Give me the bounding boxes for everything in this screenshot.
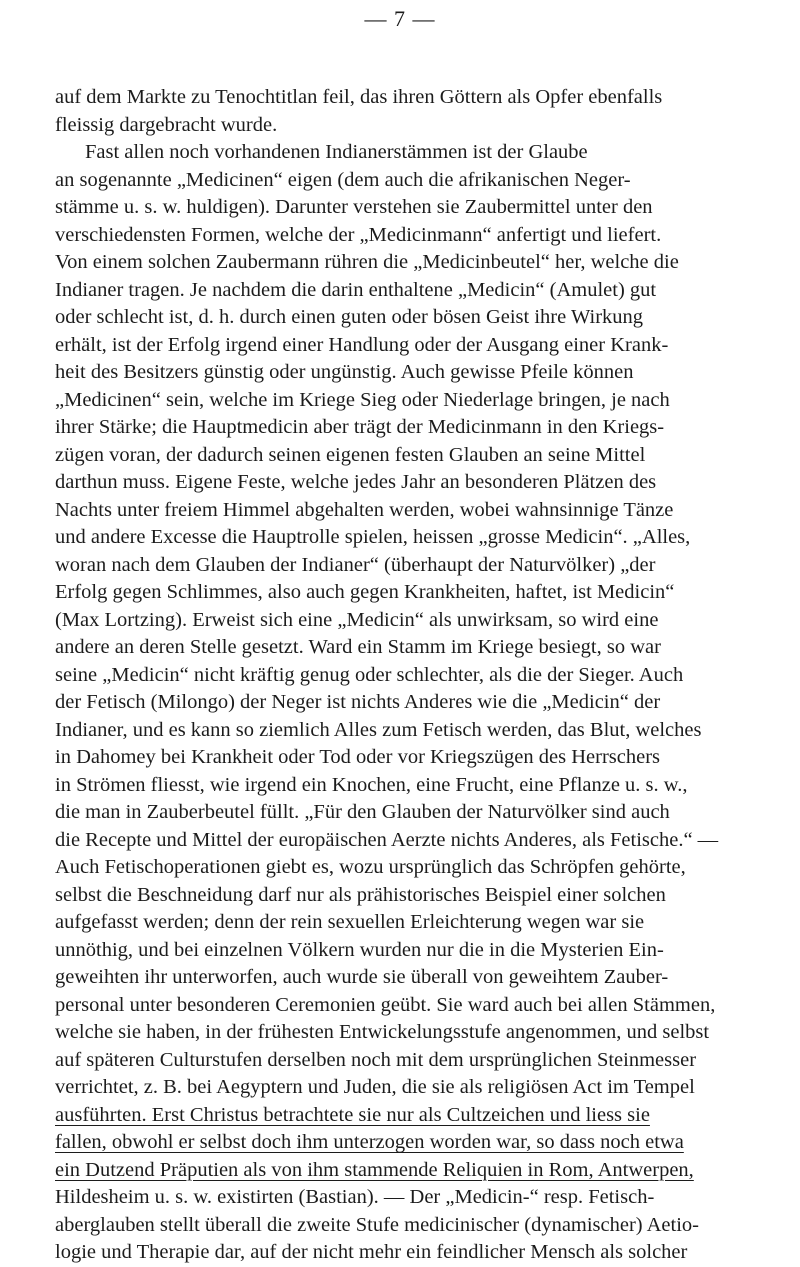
text-line: Indianer, und es kann so ziemlich Alles zum Fetisch werden, das Blut, welches: [55, 718, 702, 741]
text-line: verrichtet, z. B. bei Aegyptern und Juden, die sie als religiösen Act im Tempel: [55, 1076, 695, 1098]
text-line: fleissig dargebracht wurde.: [55, 113, 278, 136]
text-line: (Max Lortzing). Erweist sich eine „Medicin“ als unwirksam, so wird eine: [55, 608, 659, 631]
text-line: aufgefasst werden; denn der rein sexuellen Erleichterung wegen war sie: [55, 911, 645, 933]
text-line: aberglauben stellt überall die zweite Stufe medicinischer (dynamischer) Aetio-: [55, 1213, 699, 1236]
text-line: welche sie haben, in der frühesten Entwickelungsstufe angenommen, und selbst: [55, 1021, 710, 1043]
text-line: woran nach dem Glauben der Indianer“ (überhaupt der Naturvölker) „der: [55, 553, 656, 576]
text-line-underlined: ausführten. Erst Christus betrachtete sie nur als Cultzeichen und liess sie: [55, 1103, 650, 1126]
text-line-underlined: fallen, obwohl er selbst doch ihm unterzogen worden war, so dass noch etwa: [55, 1131, 684, 1153]
text-line: Erfolg gegen Schlimmes, also auch gegen Krankheiten, haftet, ist Medicin“: [55, 581, 675, 603]
text-line: die man in Zauberbeutel füllt. „Für den Glauben der Naturvölker sind auch: [55, 801, 670, 823]
text-line: an sogenannte „Medicinen“ eigen (dem auch die afrikanischen Neger-: [55, 168, 631, 191]
text-line-underlined: ein Dutzend Präputien als von ihm stammende Reliquien in Rom, Antwerpen,: [55, 1158, 694, 1181]
text-line: selbst die Beschneidung darf nur als prähistorisches Beispiel einer solchen: [55, 883, 666, 906]
text-line: in Strömen fliesst, wie irgend ein Knochen, eine Frucht, eine Pflanze u. s. w.,: [55, 773, 688, 796]
text-line: erhält, ist der Erfolg irgend einer Handlung oder der Ausgang einer Krank-: [55, 333, 669, 356]
text-line: Fast allen noch vorhandenen Indianerstämmen ist der Glaube: [85, 141, 588, 163]
text-line: auf späteren Culturstufen derselben noch mit dem ursprünglichen Steinmesser: [55, 1048, 697, 1071]
page-number: — 7 —: [364, 6, 436, 31]
text-line: geweihten ihr unterworfen, auch wurde sie überall von geweihtem Zauber-: [55, 966, 669, 988]
text-line: in Dahomey bei Krankheit oder Tod oder vor Kriegszügen des Herrschers: [55, 746, 661, 768]
text-line: unnöthig, und bei einzelnen Völkern wurden nur die in die Mysterien Ein-: [55, 938, 664, 961]
text-line: logie und Therapie dar, auf der nicht mehr ein feindlicher Mensch als solcher: [55, 1241, 688, 1263]
text-line: die Recepte und Mittel der europäischen Aerzte nichts Anderes, als Fetische.“ —: [55, 828, 719, 851]
text-line: Hildesheim u. s. w. existirten (Bastian). — Der „Medicin-“ resp. Fetisch-: [55, 1186, 655, 1208]
text-line: seine „Medicin“ nicht kräftig genug oder schlechter, als die der Sieger. Auch: [55, 663, 684, 686]
text-line: Indianer tragen. Je nachdem die darin enthaltene „Medicin“ (Amulet) gut: [55, 278, 657, 301]
text-line: „Medicinen“ sein, welche im Kriege Sieg oder Niederlage bringen, je nach: [55, 388, 670, 411]
text-line: oder schlecht ist, d. h. durch einen guten oder bösen Geist ihre Wirkung: [55, 306, 644, 328]
text-line: personal unter besonderen Ceremonien geübt. Sie ward auch bei allen Stämmen,: [55, 993, 716, 1016]
text-line: der Fetisch (Milongo) der Neger ist nichts Anderes wie die „Medicin“ der: [55, 691, 661, 713]
text-line: Nachts unter freiem Himmel abgehalten werden, wobei wahnsinnige Tänze: [55, 498, 674, 521]
text-line: auf dem Markte zu Tenochtitlan feil, das ihren Göttern als Opfer ebenfalls: [55, 86, 663, 108]
text-line: Von einem solchen Zaubermann rühren die „Medicinbeutel“ her, welche die: [55, 251, 679, 273]
text-line: stämme u. s. w. huldigen). Darunter verstehen sie Zaubermittel unter den: [55, 196, 653, 218]
text-line: ihrer Stärke; die Hauptmedicin aber trägt der Medicinmann in den Kriegs-: [55, 416, 665, 438]
text-line: andere an deren Stelle gesetzt. Ward ein Stamm im Kriege besiegt, so war: [55, 636, 661, 658]
text-line: heit des Besitzers günstig oder ungünstig. Auch gewisse Pfeile können: [55, 361, 634, 383]
text-line: Auch Fetischoperationen giebt es, wozu ursprünglich das Schröpfen gehörte,: [55, 856, 686, 878]
text-line: und andere Excesse die Hauptrolle spielen, heissen „grosse Medicin“. „Alles,: [55, 526, 691, 548]
text-line: darthun muss. Eigene Feste, welche jedes Jahr an besonderen Plätzen des: [55, 471, 657, 493]
text-line: verschiedensten Formen, welche der „Medicinmann“ anfertigt und liefert.: [55, 223, 662, 246]
text-line: zügen voran, der dadurch seinen eigenen festen Glauben an seine Mittel: [55, 443, 646, 466]
body-text: [55, 84, 750, 1267]
